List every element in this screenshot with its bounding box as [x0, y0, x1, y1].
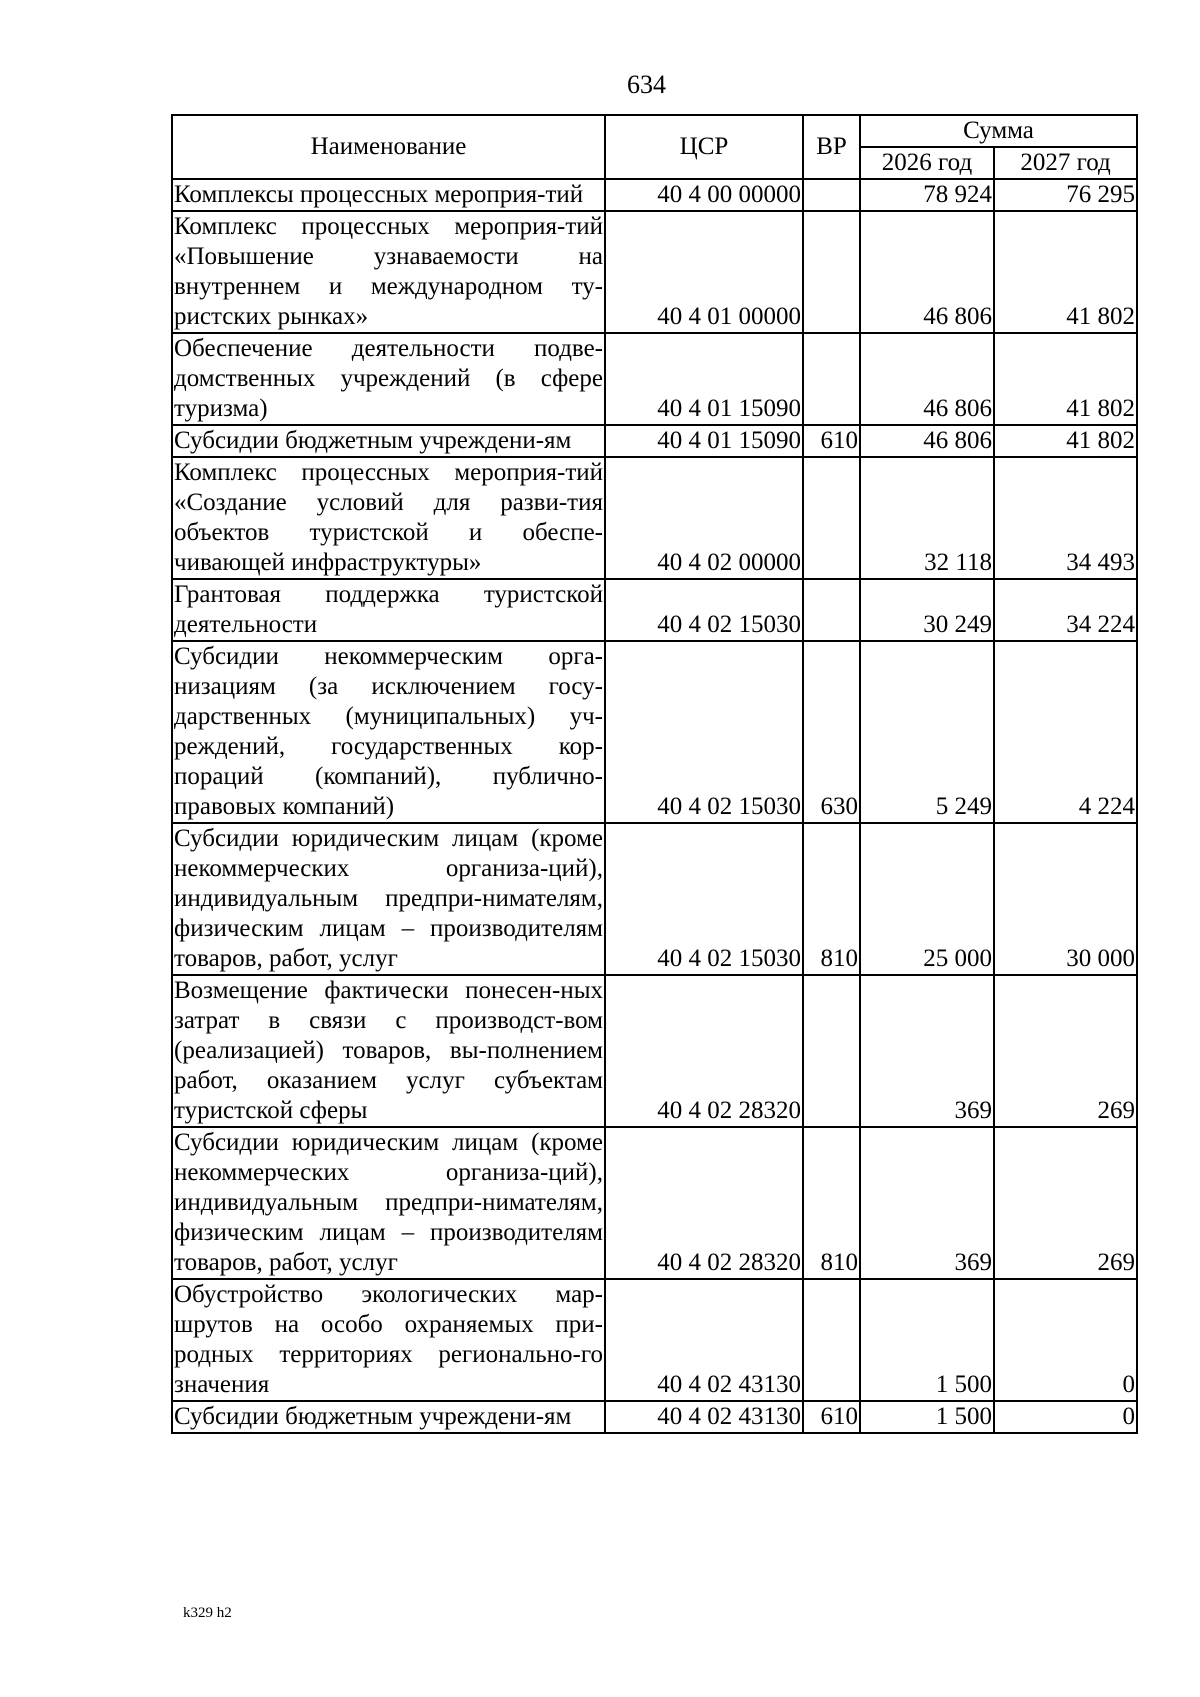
- row-amount-2026: 30 249: [860, 579, 994, 641]
- row-amount-2026: 46 806: [860, 211, 994, 333]
- row-amount-2027: 0: [994, 1279, 1137, 1401]
- row-name: Субсидии юридическим лицам (кроме некоммерческих организа-ций), индивидуальным предпри-нимателям, физическим лицам – производителям товаров, работ, услуг: [172, 1127, 605, 1279]
- table-row: [172, 179, 1137, 211]
- row-amount-2026: 369: [860, 975, 994, 1127]
- page-number: 634: [627, 70, 666, 99]
- row-amount-2026: 46 806: [860, 425, 994, 457]
- header-csr: ЦСР: [605, 115, 803, 179]
- header-year-2027: 2027 год: [994, 147, 1137, 179]
- row-amount-2026: 1 500: [860, 1279, 994, 1401]
- row-name: Возмещение фактически понесен-ных затрат в связи с производст-вом (реализацией) товаров, вы-полнением работ, оказанием услуг субъектам туристской сферы: [172, 975, 605, 1127]
- header-year-2026: 2026 год: [860, 147, 994, 179]
- row-csr: 40 4 01 00000: [605, 211, 803, 333]
- table-row: [172, 333, 1137, 425]
- budget-table: [171, 114, 1138, 1434]
- row-amount-2026: 369: [860, 1127, 994, 1279]
- row-amount-2027: 34 493: [994, 457, 1137, 579]
- row-csr: 40 4 01 15090: [605, 333, 803, 425]
- row-vr: [803, 1279, 860, 1401]
- row-amount-2026: 25 000: [860, 823, 994, 975]
- table-row: [172, 975, 1137, 1127]
- row-vr: 610: [803, 425, 860, 457]
- row-vr: [803, 579, 860, 641]
- row-name: Комплекс процессных мероприя-тий «Повышение узнаваемости на внутреннем и международном ту-ристских рынках»: [172, 211, 605, 333]
- row-amount-2027: 34 224: [994, 579, 1137, 641]
- row-name: Грантовая поддержка туристской деятельности: [172, 579, 605, 641]
- row-amount-2026: 46 806: [860, 333, 994, 425]
- row-amount-2026: 32 118: [860, 457, 994, 579]
- row-vr: 810: [803, 823, 860, 975]
- row-vr: 630: [803, 641, 860, 823]
- row-vr: [803, 333, 860, 425]
- table-row: [172, 1401, 1137, 1433]
- row-csr: 40 4 02 15030: [605, 823, 803, 975]
- row-amount-2027: 0: [994, 1401, 1137, 1433]
- table-row: [172, 457, 1137, 579]
- header-vr: ВР: [803, 115, 860, 179]
- row-csr: 40 4 02 28320: [605, 975, 803, 1127]
- row-vr: [803, 457, 860, 579]
- table-row: [172, 425, 1137, 457]
- table-row: [172, 641, 1137, 823]
- row-vr: 810: [803, 1127, 860, 1279]
- row-vr: [803, 179, 860, 211]
- row-name: Комплексы процессных мероприя-тий: [172, 179, 605, 211]
- row-amount-2027: 4 224: [994, 641, 1137, 823]
- table-row: [172, 823, 1137, 975]
- row-name: Обустройство экологических мар-шрутов на особо охраняемых при-родных территориях регионально-го значения: [172, 1279, 605, 1401]
- table-row: [172, 211, 1137, 333]
- row-amount-2026: 1 500: [860, 1401, 994, 1433]
- row-csr: 40 4 00 00000: [605, 179, 803, 211]
- row-amount-2027: 30 000: [994, 823, 1137, 975]
- row-vr: 610: [803, 1401, 860, 1433]
- row-amount-2026: 78 924: [860, 179, 994, 211]
- row-csr: 40 4 01 15090: [605, 425, 803, 457]
- row-csr: 40 4 02 15030: [605, 579, 803, 641]
- row-name: Субсидии бюджетным учреждени-ям: [172, 1401, 605, 1433]
- row-name: Обеспечение деятельности подве-домственных учреждений (в сфере туризма): [172, 333, 605, 425]
- footer-code: k329 h2: [183, 1605, 232, 1621]
- row-amount-2027: 41 802: [994, 333, 1137, 425]
- table-row: [172, 579, 1137, 641]
- row-vr: [803, 975, 860, 1127]
- row-csr: 40 4 02 43130: [605, 1401, 803, 1433]
- row-vr: [803, 211, 860, 333]
- row-name: Субсидии некоммерческим орга-низациям (за исключением госу-дарственных (муниципальных) уч-реждений, государственных кор-пораций (компаний), публично-правовых компаний): [172, 641, 605, 823]
- row-name: Комплекс процессных мероприя-тий «Создание условий для разви-тия объектов туристской и обеспе-чивающей инфраструктуры»: [172, 457, 605, 579]
- table-row: [172, 1127, 1137, 1279]
- table-body: [172, 179, 1137, 1433]
- row-amount-2027: 269: [994, 1127, 1137, 1279]
- row-csr: 40 4 02 43130: [605, 1279, 803, 1401]
- table-row: [172, 1279, 1137, 1401]
- row-csr: 40 4 02 00000: [605, 457, 803, 579]
- header-name: Наименование: [172, 115, 605, 179]
- row-amount-2027: 41 802: [994, 211, 1137, 333]
- header-row-1: [172, 115, 1137, 147]
- row-csr: 40 4 02 15030: [605, 641, 803, 823]
- row-amount-2027: 269: [994, 975, 1137, 1127]
- row-name: Субсидии юридическим лицам (кроме некоммерческих организа-ций), индивидуальным предпри-нимателям, физическим лицам – производителям товаров, работ, услуг: [172, 823, 605, 975]
- row-name: Субсидии бюджетным учреждени-ям: [172, 425, 605, 457]
- header-sum: Сумма: [860, 115, 1137, 147]
- row-amount-2027: 76 295: [994, 179, 1137, 211]
- row-amount-2026: 5 249: [860, 641, 994, 823]
- row-csr: 40 4 02 28320: [605, 1127, 803, 1279]
- row-amount-2027: 41 802: [994, 425, 1137, 457]
